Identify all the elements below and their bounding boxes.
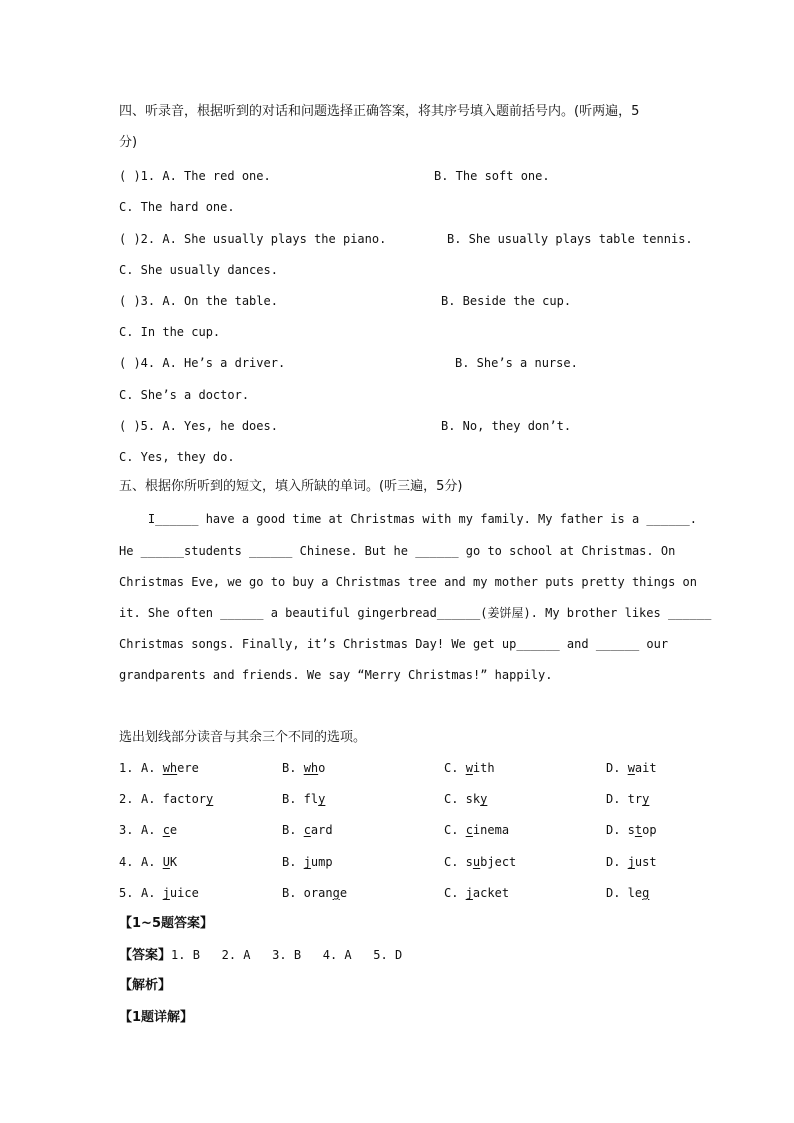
phonics-row-1-number: 1.: [119, 761, 134, 775]
phonics-row-2-option-a: A. factory: [141, 792, 214, 806]
q4-option-b: B. She’s a nurse.: [455, 356, 578, 370]
underlined-letters: j: [627, 855, 635, 869]
passage-line-5: Christmas songs. Finally, it’s Christmas Day! We get up______ and ______ our: [119, 637, 669, 651]
underlined-letters: j: [465, 886, 473, 900]
phonics-row-3-option-d: D. stop: [606, 823, 657, 837]
q4-line-a: ( )4. A. He’s a driver.: [119, 356, 286, 370]
phonics-row-5-option-d: D. leg: [606, 886, 650, 900]
q1-line-a: ( )1. A. The red one.: [119, 169, 271, 183]
phonics-row-1-option-d: D. wait: [606, 761, 657, 775]
q2-option-c: C. She usually dances.: [119, 263, 278, 277]
underlined-letters: t: [634, 823, 643, 837]
q5-option-b: B. No, they don’t.: [441, 419, 572, 433]
underlined-letters: y: [642, 792, 650, 806]
q3-line-a: ( )3. A. On the table.: [119, 294, 278, 308]
underlined-letters: g: [642, 886, 650, 900]
section4-heading-line2: 分): [119, 135, 138, 150]
underlined-letters: c: [303, 823, 311, 837]
underlined-letters: wh: [162, 761, 178, 775]
phonics-row-5-number: 5.: [119, 886, 134, 900]
underlined-letters: wh: [303, 761, 319, 775]
underlined-letters: y: [206, 792, 214, 806]
phonics-row-4-option-a: A. UK: [141, 855, 178, 869]
phonics-row-3-option-c: C. cinema: [444, 823, 510, 837]
underlined-letters: u: [472, 855, 481, 869]
underlined-letters: c: [162, 823, 170, 837]
answers-title: 【1~5题答案】: [119, 916, 213, 931]
q1-option-b: B. The soft one.: [434, 169, 550, 183]
phonics-row-1-option-b: B. who: [282, 761, 326, 775]
q5-option-c: C. Yes, they do.: [119, 450, 235, 464]
phonics-row-5-option-a: A. juice: [141, 886, 199, 900]
answer-line: [119, 947, 402, 964]
analysis-label: 【解析】: [119, 978, 172, 993]
answer-values: 1. B 2. A 3. B 4. A 5. D: [171, 948, 403, 962]
underlined-letters: g: [332, 886, 340, 900]
q3-option-b: B. Beside the cup.: [441, 294, 572, 308]
phonics-row-5-option-c: C. jacket: [444, 886, 510, 900]
q5-line-a: ( )5. A. Yes, he does.: [119, 419, 278, 433]
underlined-letters: j: [303, 855, 311, 869]
phonics-row-4-option-d: D. just: [606, 855, 657, 869]
phonics-row-2-number: 2.: [119, 792, 134, 806]
phonics-row-4-option-b: B. jump: [282, 855, 333, 869]
q1-option-c: C. The hard one.: [119, 200, 235, 214]
section5-heading: 五、根据你所听到的短文，填入所缺的单词。(听三遍，5分): [119, 479, 463, 494]
underlined-letters: U: [162, 855, 170, 869]
phonics-row-4-number: 4.: [119, 855, 134, 869]
phonics-row-3-option-b: B. card: [282, 823, 333, 837]
section4-heading-line1: 四、听录音，根据听到的对话和问题选择正确答案，将其序号填入题前括号内。(听两遍，5: [119, 104, 640, 119]
phonics-row-5-option-b: B. orange: [282, 886, 348, 900]
underlined-letters: w: [627, 761, 635, 775]
phonics-row-3-number: 3.: [119, 823, 134, 837]
passage-line-4: it. She often ______ a beautiful gingerbread______(姜饼屋). My brother likes ______: [119, 606, 712, 620]
phonics-row-4-option-c: C. subject: [444, 855, 517, 869]
phonics-heading: 选出划线部分读音与其余三个不同的选项。: [119, 730, 367, 745]
answer-label: 【答案】: [119, 948, 172, 963]
passage-line-6: grandparents and friends. We say “Merry Christmas!” happily.: [119, 668, 553, 682]
phonics-row-3-option-a: A. ce: [141, 823, 178, 837]
detail-label: 【1题详解】: [119, 1010, 194, 1025]
phonics-row-2-option-b: B. fly: [282, 792, 326, 806]
passage-line-1: I______ have a good time at Christmas with my family. My father is a ______.: [119, 512, 697, 526]
underlined-letters: w: [465, 761, 473, 775]
passage-line-3: Christmas Eve, we go to buy a Christmas tree and my mother puts pretty things on: [119, 575, 697, 589]
phonics-row-1-option-c: C. with: [444, 761, 495, 775]
phonics-row-2-option-c: C. sky: [444, 792, 488, 806]
q3-option-c: C. In the cup.: [119, 325, 221, 339]
passage-line-2: He ______students ______ Chinese. But he ______ go to school at Christmas. On: [119, 544, 676, 558]
q2-option-b: B. She usually plays table tennis.: [447, 232, 693, 246]
q2-line-a: ( )2. A. She usually plays the piano.: [119, 232, 387, 246]
underlined-letters: j: [162, 886, 170, 900]
phonics-row-2-option-d: D. try: [606, 792, 650, 806]
underlined-letters: c: [465, 823, 473, 837]
underlined-letters: y: [318, 792, 326, 806]
phonics-row-1-option-a: A. where: [141, 761, 199, 775]
underlined-letters: y: [480, 792, 488, 806]
q4-option-c: C. She’s a doctor.: [119, 388, 250, 402]
